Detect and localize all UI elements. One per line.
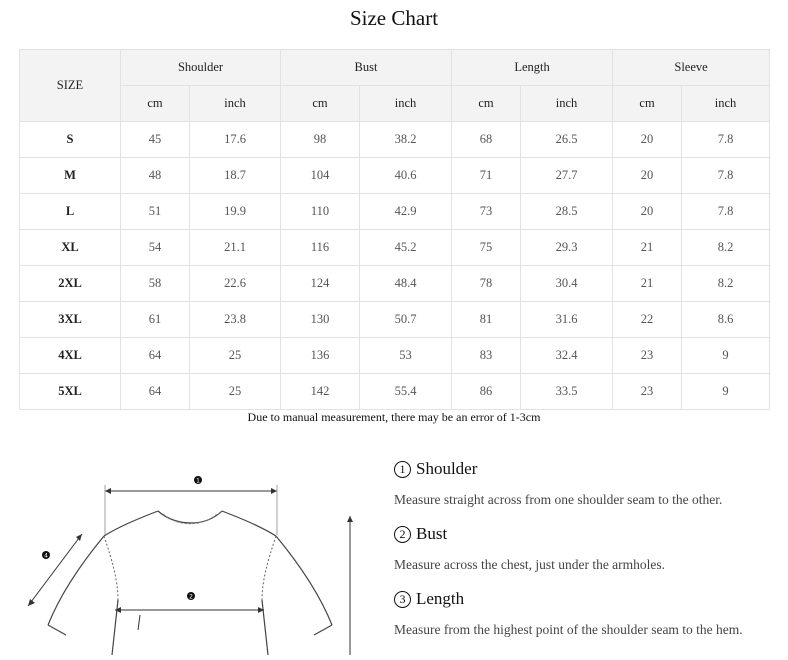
size-cell: XL [20, 230, 121, 266]
value-cell: 51 [121, 194, 190, 230]
value-cell: 110 [281, 194, 360, 230]
value-cell: 33.5 [521, 374, 613, 410]
value-cell: 9 [682, 374, 770, 410]
value-cell: 20 [613, 194, 682, 230]
value-cell: 21.1 [190, 230, 281, 266]
value-cell: 64 [121, 338, 190, 374]
value-cell: 8.2 [682, 230, 770, 266]
unit-inch-header: inch [521, 86, 613, 122]
value-cell: 8.6 [682, 302, 770, 338]
value-cell: 25 [190, 338, 281, 374]
size-cell: L [20, 194, 121, 230]
value-cell: 7.8 [682, 158, 770, 194]
page-title: Size Chart [349, 6, 439, 30]
value-cell: 7.8 [682, 122, 770, 158]
value-cell: 23 [613, 374, 682, 410]
table-row [20, 302, 770, 338]
unit-header-row [20, 86, 770, 122]
value-cell: 23.8 [190, 302, 281, 338]
svg-text:4: 4 [44, 552, 48, 560]
value-cell: 61 [121, 302, 190, 338]
value-cell: 48.4 [360, 266, 452, 302]
unit-cm-header: cm [613, 86, 682, 122]
value-cell: 130 [281, 302, 360, 338]
value-cell: 42.9 [360, 194, 452, 230]
number-circle-icon: 1 [394, 461, 411, 478]
table-row [20, 338, 770, 374]
value-cell: 21 [613, 266, 682, 302]
size-cell: 2XL [20, 266, 121, 302]
value-cell: 81 [452, 302, 521, 338]
size-chart-table [19, 49, 770, 410]
value-cell: 26.5 [521, 122, 613, 158]
guide-item-shoulder [394, 456, 774, 509]
value-cell: 54 [121, 230, 190, 266]
size-cell: 3XL [20, 302, 121, 338]
value-cell: 38.2 [360, 122, 452, 158]
table-row [20, 374, 770, 410]
unit-inch-header: inch [682, 86, 770, 122]
guide-item-title: Shoulder [416, 459, 478, 478]
number-circle-icon: 3 [394, 591, 411, 608]
value-cell: 124 [281, 266, 360, 302]
value-cell: 68 [452, 122, 521, 158]
tshirt-diagram [0, 430, 380, 655]
guide-item-length [394, 586, 774, 639]
value-cell: 18.7 [190, 158, 281, 194]
value-cell: 19.9 [190, 194, 281, 230]
value-cell: 53 [360, 338, 452, 374]
guide-item-title: Bust [416, 524, 448, 543]
measurement-guide [394, 456, 774, 651]
svg-text:1: 1 [196, 477, 200, 485]
value-cell: 55.4 [360, 374, 452, 410]
size-cell: M [20, 158, 121, 194]
value-cell: 31.6 [521, 302, 613, 338]
number-circle-icon: 2 [394, 526, 411, 543]
unit-cm-header: cm [452, 86, 521, 122]
value-cell: 22.6 [190, 266, 281, 302]
shoulder-header: Shoulder [121, 50, 281, 86]
value-cell: 20 [613, 122, 682, 158]
value-cell: 64 [121, 374, 190, 410]
value-cell: 50.7 [360, 302, 452, 338]
value-cell: 25 [190, 374, 281, 410]
guide-item-description: Measure from the highest point of the shoulder seam to the hem. [394, 622, 743, 637]
table-row [20, 122, 770, 158]
unit-cm-header: cm [281, 86, 360, 122]
sleeve-header: Sleeve [613, 50, 770, 86]
value-cell: 27.7 [521, 158, 613, 194]
value-cell: 71 [452, 158, 521, 194]
value-cell: 78 [452, 266, 521, 302]
value-cell: 45.2 [360, 230, 452, 266]
unit-inch-header: inch [190, 86, 281, 122]
value-cell: 83 [452, 338, 521, 374]
value-cell: 23 [613, 338, 682, 374]
value-cell: 40.6 [360, 158, 452, 194]
value-cell: 75 [452, 230, 521, 266]
guide-item-description: Measure straight across from one shoulder seam to the other. [394, 492, 723, 507]
value-cell: 29.3 [521, 230, 613, 266]
size-cell: 4XL [20, 338, 121, 374]
value-cell: 73 [452, 194, 521, 230]
value-cell: 22 [613, 302, 682, 338]
table-row [20, 194, 770, 230]
value-cell: 86 [452, 374, 521, 410]
unit-cm-header: cm [121, 86, 190, 122]
value-cell: 28.5 [521, 194, 613, 230]
value-cell: 32.4 [521, 338, 613, 374]
table-row [20, 158, 770, 194]
value-cell: 116 [281, 230, 360, 266]
table-row [20, 266, 770, 302]
value-cell: 9 [682, 338, 770, 374]
bust-header: Bust [281, 50, 452, 86]
size-cell: 5XL [20, 374, 121, 410]
table-header-row [20, 50, 770, 86]
value-cell: 17.6 [190, 122, 281, 158]
size-cell: S [20, 122, 121, 158]
measurement-note: Due to manual measurement, there may be an error of 1-3cm [247, 410, 541, 424]
svg-text:2: 2 [189, 593, 193, 601]
guide-item-title: Length [416, 589, 465, 608]
size-column-header: SIZE [20, 50, 121, 122]
value-cell: 48 [121, 158, 190, 194]
length-header: Length [452, 50, 613, 86]
value-cell: 142 [281, 374, 360, 410]
value-cell: 8.2 [682, 266, 770, 302]
value-cell: 21 [613, 230, 682, 266]
guide-item-description: Measure across the chest, just under the armholes. [394, 557, 666, 572]
tshirt-outline-illustration [0, 430, 380, 655]
value-cell: 104 [281, 158, 360, 194]
guide-item-bust [394, 521, 774, 574]
value-cell: 136 [281, 338, 360, 374]
value-cell: 45 [121, 122, 190, 158]
value-cell: 98 [281, 122, 360, 158]
table-row [20, 230, 770, 266]
value-cell: 20 [613, 158, 682, 194]
value-cell: 7.8 [682, 194, 770, 230]
value-cell: 30.4 [521, 266, 613, 302]
unit-inch-header: inch [360, 86, 452, 122]
value-cell: 58 [121, 266, 190, 302]
